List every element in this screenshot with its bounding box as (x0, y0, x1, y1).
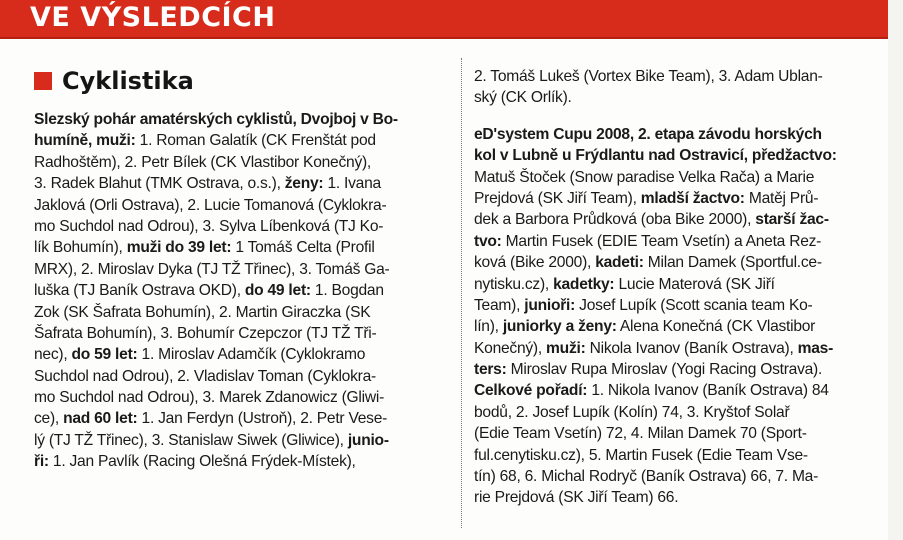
text-line (474, 87, 882, 108)
result-text: luška (TJ Baník Ostrava OKD), (34, 282, 245, 300)
text-line (34, 173, 452, 194)
paragraph-gap (474, 109, 882, 124)
category-label: mas- (797, 339, 834, 357)
result-text: (Edie Team Vsetín) 72, 4. Milan Damek 70 (Sport- (474, 425, 807, 443)
text-line (474, 338, 882, 359)
category-label: tvo: (474, 232, 502, 250)
text-line (474, 445, 882, 466)
result-text: nytisku.cz), (474, 275, 554, 293)
result-text: 1. Roman Galatík (CK Frenštát pod (135, 132, 376, 150)
text-line (474, 209, 882, 230)
text-line (34, 451, 452, 472)
category-label: junioři: (524, 296, 576, 314)
result-text: 1. Bogdan (310, 282, 384, 300)
text-line (474, 274, 882, 295)
category-label: eD'system Cupu 2008, 2. etapa závodu horských (474, 125, 822, 143)
result-text: 1 Tomáš Celta (Profil (231, 239, 375, 257)
category-label: muži: (546, 339, 586, 357)
result-text: 1. Ivana (323, 175, 381, 193)
result-text: ský (CK Orlík). (474, 89, 572, 107)
text-line (474, 145, 882, 166)
result-text: 1. Nikola Ivanov (Baník Ostrava) 84 (587, 382, 829, 400)
result-text: mo Suchdol nad Odrou), 3. Sylva Líbenková (TJ Ko- (34, 217, 384, 235)
category-label: kadeti: (595, 254, 644, 272)
left-column (34, 109, 452, 473)
text-line (474, 188, 882, 209)
text-line (34, 259, 452, 280)
result-text: Matuš Štoček (Snow paradise Velka Rača) a Marie (474, 168, 815, 186)
category-label: do 59 let: (71, 346, 138, 364)
text-line (474, 295, 882, 316)
result-text: Konečný), (474, 339, 547, 357)
text-line (474, 316, 882, 337)
category-label: ters: (474, 361, 507, 379)
category-label: ři: (34, 453, 49, 471)
category-label: kol v Lubně u Frýdlantu nad Ostravicí, předžactvo: (474, 147, 837, 165)
result-text: 2. Tomáš Lukeš (Vortex Bike Team), 3. Adam Ublan- (474, 68, 823, 85)
text-line (34, 109, 452, 130)
result-text: ková (Bike 2000), (474, 254, 596, 272)
result-text: Zok (SK Šafrata Bohumín), 2. Martin Giraczka (SK (34, 303, 371, 321)
column-divider (461, 58, 462, 528)
text-line (474, 423, 882, 444)
text-line (474, 252, 882, 273)
result-text: Martin Fusek (EDIE Team Vsetín) a Aneta Rez- (501, 232, 822, 250)
result-text: 1. Miroslav Adamčík (Cyklokramo (137, 346, 366, 364)
right-column (474, 66, 882, 509)
result-text: 1. Jan Ferdyn (Ustroň), 2. Petr Vese- (137, 410, 388, 428)
category-label: Slezský pohár amatérských cyklistů, Dvojboj v Bo- (34, 111, 398, 128)
result-text: Matěj Prů- (744, 189, 819, 207)
text-line (474, 402, 882, 423)
right-column-top (474, 66, 882, 109)
category-label: mladší žactvo: (640, 189, 745, 207)
text-line (34, 323, 452, 344)
text-line (34, 430, 452, 451)
result-text: Milan Damek (Sportful.ce- (643, 254, 822, 272)
text-line (34, 237, 452, 258)
category-label: do 49 let: (244, 282, 311, 300)
result-text: dek a Barbora Průdková (oba Bike 2000), (474, 211, 756, 229)
result-text: ful.cenytisku.cz), 5. Martin Fusek (Edie Team Vse- (474, 446, 808, 464)
text-line (474, 167, 882, 188)
category-label: junio- (347, 431, 389, 449)
result-text: Team), (474, 296, 525, 314)
result-text: rie Prejdová (SK Jiří Team) 66. (474, 489, 679, 507)
result-text: 1. Jan Pavlík (Racing Olešná Frýdek-Místek), (48, 453, 356, 471)
text-line (474, 66, 882, 87)
result-text: bodů, 2. Josef Lupík (Kolín) 74, 3. Kryštof Solař (474, 403, 790, 421)
text-line (34, 280, 452, 301)
text-line (474, 231, 882, 252)
category-label: Celkové pořadí: (474, 382, 588, 400)
text-line (34, 195, 452, 216)
result-text: ce), (34, 410, 64, 428)
result-text: mo Suchdol nad Odrou), 3. Marek Zdanowicz (Gliwi- (34, 389, 385, 407)
result-text: Alena Konečná (CK Vlastibor (616, 318, 816, 336)
text-line (474, 359, 882, 380)
text-line (34, 408, 452, 429)
category-label: muži do 39 let: (126, 239, 232, 257)
result-text: nec), (34, 346, 72, 364)
result-text: lín), (474, 318, 503, 336)
header-bar (0, 0, 888, 39)
section-heading (34, 67, 194, 95)
text-line (34, 387, 452, 408)
result-text: MRX), 2. Miroslav Dyka (TJ TŽ Třinec), 3. Tomáš Ga- (34, 260, 390, 278)
category-label: starší žac- (755, 211, 829, 229)
result-text: Suchdol nad Odrou), 2. Vladislav Toman (Cyklokra- (34, 367, 376, 385)
result-text: lý (TJ TŽ Třinec), 3. Stanislaw Siwek (Gliwice), (34, 431, 348, 449)
text-line (34, 366, 452, 387)
result-text: Radhoštěm), 2. Petr Bílek (CK Vlastibor Konečný), (34, 153, 372, 171)
section-square-icon (34, 72, 52, 90)
section-title: Cyklistika (62, 67, 194, 95)
result-text: 3. Radek Blahut (TMK Ostrava, o.s.), (34, 175, 285, 193)
text-line (34, 302, 452, 323)
result-text: Josef Lupík (Scott scania team Ko- (575, 296, 813, 314)
result-text: Jaklová (Orli Ostrava), 2. Lucie Tomanová (Cyklokra- (34, 196, 387, 214)
category-label: juniorky a ženy: (502, 318, 617, 336)
result-text: lík Bohumín), (34, 239, 127, 257)
result-text: Šafrata Bohumín), 3. Bohumír Czepczor (TJ TŽ Tři- (34, 324, 377, 342)
header-title: VE VÝSLEDCÍCH (30, 2, 276, 33)
result-text: Prejdová (SK Jiří Team), (474, 189, 641, 207)
text-line (474, 466, 882, 487)
text-line (474, 380, 882, 401)
page-edge (888, 0, 903, 540)
category-label: kadetky: (553, 275, 615, 293)
result-text: tín) 68, 6. Michal Rodryč (Baník Ostrava) 66, 7. Ma- (474, 468, 819, 486)
right-column-bottom (474, 124, 882, 509)
text-line (34, 152, 452, 173)
result-text: Nikola Ivanov (Baník Ostrava), (585, 339, 798, 357)
text-line (34, 216, 452, 237)
category-label: nad 60 let: (63, 410, 138, 428)
text-line (34, 344, 452, 365)
text-line (474, 124, 882, 145)
text-line (34, 130, 452, 151)
category-label: humíně, muži: (34, 132, 136, 150)
category-label: ženy: (284, 175, 324, 193)
text-line (474, 487, 882, 508)
result-text: Lucie Materová (SK Jiří (614, 275, 775, 293)
result-text: Miroslav Rupa Miroslav (Yogi Racing Ostrava). (506, 361, 823, 379)
